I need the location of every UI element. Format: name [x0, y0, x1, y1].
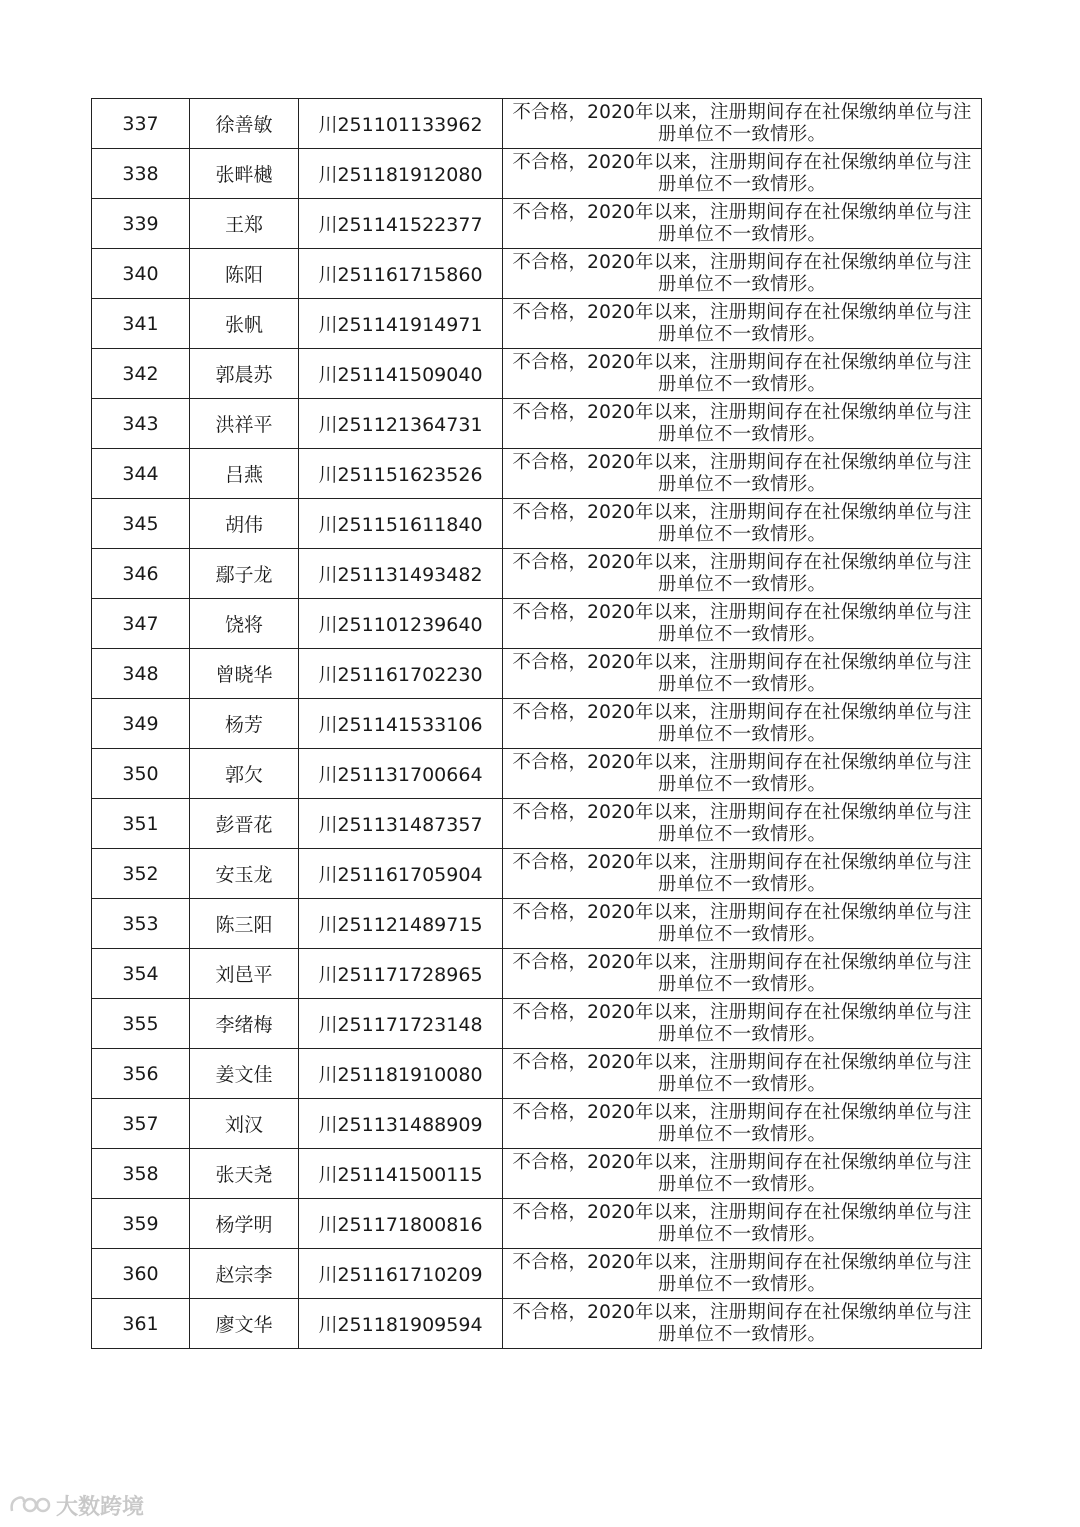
row-name-cell: 王郑	[190, 199, 299, 249]
row-result-cell: 不合格，2020年以来，注册期间存在社保缴纳单位与注册单位不一致情形。	[503, 199, 982, 249]
row-result-cell: 不合格，2020年以来，注册期间存在社保缴纳单位与注册单位不一致情形。	[503, 1299, 982, 1349]
row-certificate-cell: 川251171800816	[299, 1199, 503, 1249]
row-number-cell: 349	[92, 699, 190, 749]
table-row	[92, 249, 982, 299]
row-certificate-cell: 川251101133962	[299, 99, 503, 149]
table-row	[92, 1099, 982, 1149]
row-name-cell: 彭晋花	[190, 799, 299, 849]
table-row	[92, 99, 982, 149]
table-row	[92, 1049, 982, 1099]
row-name-cell: 刘邑平	[190, 949, 299, 999]
row-number-cell: 340	[92, 249, 190, 299]
table-row	[92, 349, 982, 399]
row-name-cell: 张畔樾	[190, 149, 299, 199]
row-number-cell: 357	[92, 1099, 190, 1149]
row-result-cell: 不合格，2020年以来，注册期间存在社保缴纳单位与注册单位不一致情形。	[503, 549, 982, 599]
row-name-cell: 陈三阳	[190, 899, 299, 949]
row-number-cell: 354	[92, 949, 190, 999]
row-result-cell: 不合格，2020年以来，注册期间存在社保缴纳单位与注册单位不一致情形。	[503, 599, 982, 649]
row-number-cell: 341	[92, 299, 190, 349]
row-name-cell: 郭晨苏	[190, 349, 299, 399]
row-number-cell: 353	[92, 899, 190, 949]
row-result-cell: 不合格，2020年以来，注册期间存在社保缴纳单位与注册单位不一致情形。	[503, 699, 982, 749]
row-result-cell: 不合格，2020年以来，注册期间存在社保缴纳单位与注册单位不一致情形。	[503, 499, 982, 549]
row-name-cell: 安玉龙	[190, 849, 299, 899]
table-row	[92, 499, 982, 549]
row-number-cell: 343	[92, 399, 190, 449]
results-table	[91, 98, 982, 1349]
row-name-cell: 杨芳	[190, 699, 299, 749]
row-result-cell: 不合格，2020年以来，注册期间存在社保缴纳单位与注册单位不一致情形。	[503, 649, 982, 699]
row-number-cell: 361	[92, 1299, 190, 1349]
row-name-cell: 陈阳	[190, 249, 299, 299]
row-certificate-cell: 川251161702230	[299, 649, 503, 699]
row-certificate-cell: 川251161705904	[299, 849, 503, 899]
row-result-cell: 不合格，2020年以来，注册期间存在社保缴纳单位与注册单位不一致情形。	[503, 899, 982, 949]
row-name-cell: 赵宗李	[190, 1249, 299, 1299]
row-certificate-cell: 川251141533106	[299, 699, 503, 749]
table-row	[92, 949, 982, 999]
row-name-cell: 刘汉	[190, 1099, 299, 1149]
row-name-cell: 张天尧	[190, 1149, 299, 1199]
row-name-cell: 杨学明	[190, 1199, 299, 1249]
table-row	[92, 199, 982, 249]
row-name-cell: 徐善敏	[190, 99, 299, 149]
row-number-cell: 359	[92, 1199, 190, 1249]
row-certificate-cell: 川251141509040	[299, 349, 503, 399]
row-name-cell: 姜文佳	[190, 1049, 299, 1099]
row-certificate-cell: 川251171728965	[299, 949, 503, 999]
table-row	[92, 299, 982, 349]
row-number-cell: 337	[92, 99, 190, 149]
row-result-cell: 不合格，2020年以来，注册期间存在社保缴纳单位与注册单位不一致情形。	[503, 1199, 982, 1249]
row-number-cell: 352	[92, 849, 190, 899]
table-row	[92, 749, 982, 799]
table-row	[92, 799, 982, 849]
row-certificate-cell: 川251181910080	[299, 1049, 503, 1099]
row-number-cell: 339	[92, 199, 190, 249]
row-result-cell: 不合格，2020年以来，注册期间存在社保缴纳单位与注册单位不一致情形。	[503, 399, 982, 449]
table-row	[92, 1299, 982, 1349]
row-certificate-cell: 川251131493482	[299, 549, 503, 599]
row-certificate-cell: 川251141500115	[299, 1149, 503, 1199]
row-name-cell: 吕燕	[190, 449, 299, 499]
row-number-cell: 345	[92, 499, 190, 549]
row-certificate-cell: 川251161710209	[299, 1249, 503, 1299]
row-certificate-cell: 川251161715860	[299, 249, 503, 299]
table-row	[92, 1149, 982, 1199]
row-certificate-cell: 川251151623526	[299, 449, 503, 499]
table-row	[92, 399, 982, 449]
row-result-cell: 不合格，2020年以来，注册期间存在社保缴纳单位与注册单位不一致情形。	[503, 99, 982, 149]
table-row	[92, 899, 982, 949]
row-result-cell: 不合格，2020年以来，注册期间存在社保缴纳单位与注册单位不一致情形。	[503, 999, 982, 1049]
table-row	[92, 549, 982, 599]
row-result-cell: 不合格，2020年以来，注册期间存在社保缴纳单位与注册单位不一致情形。	[503, 299, 982, 349]
row-certificate-cell: 川251171723148	[299, 999, 503, 1049]
row-number-cell: 338	[92, 149, 190, 199]
row-certificate-cell: 川251131487357	[299, 799, 503, 849]
row-certificate-cell: 川251131700664	[299, 749, 503, 799]
row-result-cell: 不合格，2020年以来，注册期间存在社保缴纳单位与注册单位不一致情形。	[503, 1049, 982, 1099]
row-number-cell: 351	[92, 799, 190, 849]
table-row	[92, 449, 982, 499]
row-result-cell: 不合格，2020年以来，注册期间存在社保缴纳单位与注册单位不一致情形。	[503, 849, 982, 899]
table-row	[92, 149, 982, 199]
row-name-cell: 鄢子龙	[190, 549, 299, 599]
row-name-cell: 张帆	[190, 299, 299, 349]
row-number-cell: 346	[92, 549, 190, 599]
row-result-cell: 不合格，2020年以来，注册期间存在社保缴纳单位与注册单位不一致情形。	[503, 949, 982, 999]
row-name-cell: 胡伟	[190, 499, 299, 549]
row-result-cell: 不合格，2020年以来，注册期间存在社保缴纳单位与注册单位不一致情形。	[503, 149, 982, 199]
table-row	[92, 1249, 982, 1299]
row-certificate-cell: 川251181909594	[299, 1299, 503, 1349]
row-result-cell: 不合格，2020年以来，注册期间存在社保缴纳单位与注册单位不一致情形。	[503, 249, 982, 299]
row-name-cell: 李绪梅	[190, 999, 299, 1049]
row-result-cell: 不合格，2020年以来，注册期间存在社保缴纳单位与注册单位不一致情形。	[503, 1149, 982, 1199]
row-number-cell: 347	[92, 599, 190, 649]
row-number-cell: 348	[92, 649, 190, 699]
row-result-cell: 不合格，2020年以来，注册期间存在社保缴纳单位与注册单位不一致情形。	[503, 349, 982, 399]
row-name-cell: 曾晓华	[190, 649, 299, 699]
row-certificate-cell: 川251151611840	[299, 499, 503, 549]
row-number-cell: 356	[92, 1049, 190, 1099]
row-name-cell: 饶将	[190, 599, 299, 649]
row-certificate-cell: 川251101239640	[299, 599, 503, 649]
row-name-cell: 廖文华	[190, 1299, 299, 1349]
table-row	[92, 649, 982, 699]
row-number-cell: 350	[92, 749, 190, 799]
row-number-cell: 344	[92, 449, 190, 499]
row-certificate-cell: 川251141522377	[299, 199, 503, 249]
row-certificate-cell: 川251131488909	[299, 1099, 503, 1149]
watermark	[8, 1490, 144, 1520]
row-result-cell: 不合格，2020年以来，注册期间存在社保缴纳单位与注册单位不一致情形。	[503, 1099, 982, 1149]
table-row	[92, 599, 982, 649]
table-row	[92, 1199, 982, 1249]
row-number-cell: 360	[92, 1249, 190, 1299]
row-result-cell: 不合格，2020年以来，注册期间存在社保缴纳单位与注册单位不一致情形。	[503, 1249, 982, 1299]
row-certificate-cell: 川251121489715	[299, 899, 503, 949]
table-row	[92, 849, 982, 899]
row-name-cell: 郭欠	[190, 749, 299, 799]
row-result-cell: 不合格，2020年以来，注册期间存在社保缴纳单位与注册单位不一致情形。	[503, 799, 982, 849]
row-number-cell: 342	[92, 349, 190, 399]
row-result-cell: 不合格，2020年以来，注册期间存在社保缴纳单位与注册单位不一致情形。	[503, 749, 982, 799]
watermark-text: 大数跨境	[56, 1494, 145, 1520]
table-row	[92, 999, 982, 1049]
row-certificate-cell: 川251141914971	[299, 299, 503, 349]
table-row	[92, 699, 982, 749]
row-certificate-cell: 川251121364731	[299, 399, 503, 449]
row-number-cell: 355	[92, 999, 190, 1049]
table-body	[92, 99, 982, 1349]
row-name-cell: 洪祥平	[190, 399, 299, 449]
watermark-logo-icon	[8, 1493, 52, 1517]
row-result-cell: 不合格，2020年以来，注册期间存在社保缴纳单位与注册单位不一致情形。	[503, 449, 982, 499]
row-number-cell: 358	[92, 1149, 190, 1199]
row-certificate-cell: 川251181912080	[299, 149, 503, 199]
